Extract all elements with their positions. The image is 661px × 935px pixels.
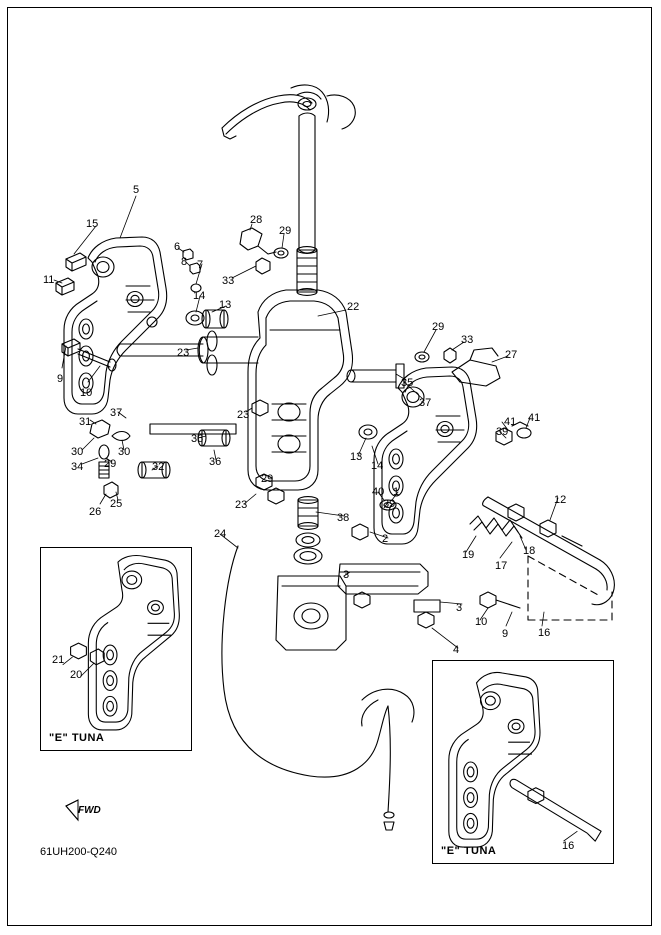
callout-number-14: 14 xyxy=(193,290,206,302)
callout-number-23: 23 xyxy=(237,409,250,421)
inset-right-caption: "E" TUNA xyxy=(441,845,497,857)
callout-number-37: 37 xyxy=(419,397,432,409)
callout-number-10: 10 xyxy=(80,387,93,399)
callout-number-19: 19 xyxy=(462,549,475,561)
inset-right-callout-16: 16 xyxy=(562,840,575,852)
callout-number-11: 11 xyxy=(43,274,55,286)
callout-number-5: 5 xyxy=(133,184,140,196)
callout-number-32: 32 xyxy=(152,461,165,473)
callout-number-39: 39 xyxy=(496,426,509,438)
callout-number-23: 23 xyxy=(177,347,190,359)
callout-number-13: 13 xyxy=(219,299,232,311)
callout-number-14: 14 xyxy=(371,460,384,472)
callout-number-9: 9 xyxy=(57,373,64,385)
fwd-marker-label: FWD xyxy=(78,805,101,816)
callout-number-10: 10 xyxy=(475,616,488,628)
callout-number-29: 29 xyxy=(279,225,292,237)
callout-number-33: 33 xyxy=(461,334,474,346)
callout-number-36: 36 xyxy=(191,433,204,445)
callout-number-27: 27 xyxy=(505,349,518,361)
callout-number-22: 22 xyxy=(347,301,360,313)
inset-left-caption: "E" TUNA xyxy=(49,732,105,744)
inset-box-right xyxy=(432,660,614,864)
callout-number-30: 30 xyxy=(118,446,131,458)
callout-number-34: 34 xyxy=(71,461,84,473)
callout-number-3: 3 xyxy=(343,569,350,581)
callout-number-36: 36 xyxy=(209,456,222,468)
callout-number-3: 3 xyxy=(456,602,463,614)
callout-number-13: 13 xyxy=(350,451,363,463)
callout-number-29: 29 xyxy=(104,458,117,470)
callout-number-28: 28 xyxy=(250,214,263,226)
callout-number-38: 38 xyxy=(337,512,350,524)
callout-number-23: 23 xyxy=(235,499,248,511)
callout-number-41: 41 xyxy=(528,412,541,424)
callout-number-8: 8 xyxy=(181,256,188,268)
callout-number-37: 37 xyxy=(110,407,123,419)
callout-number-26: 26 xyxy=(89,506,102,518)
callout-number-24: 24 xyxy=(214,528,227,540)
callout-number-35: 35 xyxy=(401,377,414,389)
callout-number-25: 25 xyxy=(110,498,123,510)
callout-number-39: 39 xyxy=(383,498,396,510)
callout-number-29: 29 xyxy=(432,321,445,333)
inset-right-drawing xyxy=(433,661,613,863)
callout-number-41: 41 xyxy=(504,416,517,428)
callout-number-29: 29 xyxy=(261,473,274,485)
callout-number-1: 1 xyxy=(393,486,400,498)
callout-number-2: 2 xyxy=(382,533,389,545)
callout-number-6: 6 xyxy=(174,241,181,253)
callout-number-15: 15 xyxy=(86,218,99,230)
callout-number-4: 4 xyxy=(453,644,460,656)
callout-number-12: 12 xyxy=(554,494,567,506)
diagram-code: 61UH200-Q240 xyxy=(40,846,118,858)
callout-number-18: 18 xyxy=(523,545,536,557)
callout-number-17: 17 xyxy=(495,560,508,572)
callout-number-30: 30 xyxy=(71,446,84,458)
inset-left-callout-20: 20 xyxy=(70,669,83,681)
callout-number-31: 31 xyxy=(79,416,92,428)
inset-left-callout-21: 21 xyxy=(52,654,65,666)
callout-number-40: 40 xyxy=(372,486,385,498)
callout-number-9: 9 xyxy=(502,628,509,640)
inset-left-drawing xyxy=(41,548,191,750)
callout-number-33: 33 xyxy=(222,275,235,287)
callout-number-7: 7 xyxy=(197,259,204,271)
callout-number-16: 16 xyxy=(538,627,551,639)
inset-box-left xyxy=(40,547,192,751)
